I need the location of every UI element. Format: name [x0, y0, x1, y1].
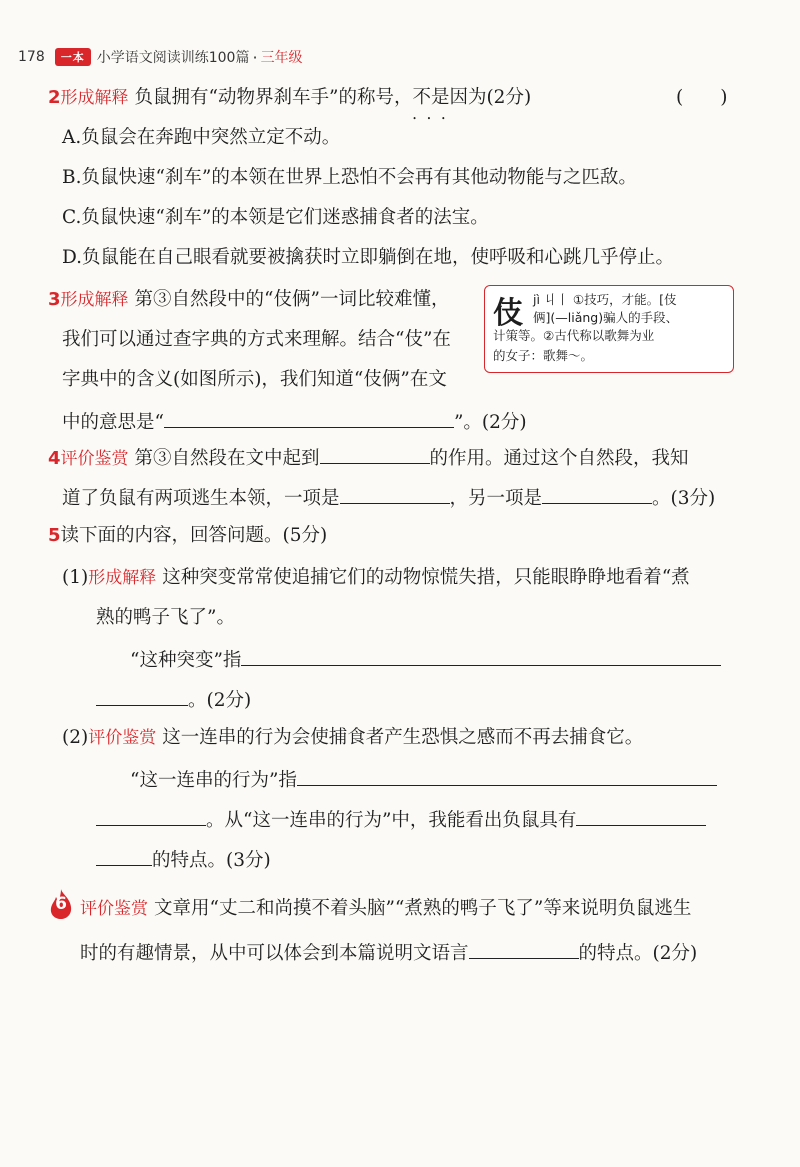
q4-line2: [62, 481, 715, 514]
q5-sub2-tail-line: [96, 843, 271, 876]
q6-line1: [80, 894, 691, 924]
dictionary-headword: 伎: [493, 296, 523, 331]
q5-sub1-line2: 熟的鸭子飞了”。: [96, 607, 235, 628]
q2-option-c[interactable]: C.负鼠快速“刹车”的本领是它们迷惑捕食者的法宝。: [62, 207, 489, 228]
q3-line3: 字典中的含义(如图所示)，我们知道“伎俩”在文: [62, 369, 447, 390]
q5-stem: [48, 521, 327, 551]
q5-sub2-tail: 的特点。(3分): [152, 850, 271, 871]
q5-sub1-text-a: 这种突变常常使追捕它们的动物惊慌失措，只能眼睁睁地看着“煮: [162, 567, 690, 588]
q2-option-d[interactable]: D.负鼠能在自己眼看就要被擒获时立即躺倒在地，使呼吸和心跳几乎停止。: [62, 247, 675, 268]
q6-text-2a: 时的有趣情景，从中可以体会到本篇说明文语言: [80, 943, 469, 964]
q5-sub2-mid: 。从“这一连串的行为”中，我能看出负鼠具有: [206, 810, 577, 831]
q3-text-4b: ”。(2分): [453, 412, 527, 433]
q5-sub1-tag: 形成解释: [88, 568, 157, 588]
q2-option-b[interactable]: B.负鼠快速“刹车”的本领在世界上恐怕不会再有其他动物能与之匹敌。: [62, 167, 637, 188]
q5-sub2-prompt: “这一连串的行为”指: [130, 770, 297, 791]
q3-answer-blank[interactable]: [164, 405, 454, 428]
q4-text-2b: ，另一项是: [449, 488, 543, 509]
q6-text-2b: 的特点。(2分): [578, 943, 698, 964]
q4-text-2a: 道了负鼠有两项逃生本领，一项是: [62, 488, 340, 509]
q5-sub2-label: (2): [62, 727, 89, 748]
q6-tag: 评价鉴赏: [80, 899, 148, 919]
q5-sub1-tail-line: [96, 683, 251, 716]
dictionary-line-4: 的女子：歌舞～。: [493, 348, 594, 363]
q5-sub2-blank-3[interactable]: [576, 803, 706, 826]
q2-tag: 形成解释: [60, 88, 129, 108]
q6-line2: [80, 936, 697, 969]
q3-number: 3: [48, 289, 61, 310]
q5-stem-text: 读下面的内容，回答问题。(5分): [60, 525, 328, 546]
q2-emphasis-text: 不是 • • •: [412, 83, 449, 113]
q4-blank-skill-1[interactable]: [340, 481, 450, 504]
q5-sub2-line1: [62, 723, 643, 753]
q3-line2: 我们可以通过查字典的方式来理解。结合“伎”在: [62, 329, 451, 350]
q4-blank-skill-2[interactable]: [542, 481, 652, 504]
q2-stem-text-b: 因为(2分): [449, 87, 532, 108]
q3-text-1: 第③自然段中的“伎俩”一词比较难懂，: [134, 289, 450, 310]
q3-text-4a: 中的意思是“: [62, 412, 164, 433]
grade-label: 三年级: [260, 50, 303, 66]
q4-text-1b: 的作用。通过这个自然段，我知: [429, 448, 689, 469]
q5-sub1-tail: 。(2分): [188, 690, 252, 711]
q3-line4: [62, 405, 527, 438]
q5-sub2-blank-1[interactable]: [297, 763, 717, 786]
q5-sub2-text: 这一连串的行为会使捕食者产生恐惧之感而不再去捕食它。: [162, 727, 644, 748]
q4-number: 4: [48, 448, 61, 469]
page-number: 178: [18, 49, 45, 65]
q6-answer-blank[interactable]: [469, 936, 579, 959]
q5-sub1-blank-2[interactable]: [96, 683, 188, 706]
q5-sub2-tag: 评价鉴赏: [88, 728, 157, 748]
q5-sub2-mid-line: [96, 803, 706, 836]
dictionary-entry-box: [484, 285, 734, 373]
title-separator: ·: [252, 47, 258, 67]
q2-number: 2: [48, 87, 61, 108]
dictionary-line-1: jì 丩丨 ①技巧，才能。[伎: [533, 292, 677, 307]
q4-blank-role[interactable]: [320, 441, 430, 464]
dictionary-line-2: 俩](—liǎng)骗人的手段、: [533, 310, 679, 325]
q4-text-1a: 第③自然段在文中起到: [134, 448, 320, 469]
q2-answer-paren[interactable]: ( ): [676, 87, 728, 108]
q2-option-a[interactable]: A.负鼠会在奔跑中突然立定不动。: [62, 127, 341, 148]
q6-text-1: 文章用“丈二和尚摸不着头脑”“煮熟的鸭子飞了”等来说明负鼠逃生: [154, 898, 692, 919]
q5-sub2-blank-4[interactable]: [96, 843, 152, 866]
q4-line1: [48, 441, 689, 474]
q5-sub1-blank-1[interactable]: [241, 643, 721, 666]
q5-sub1-prompt-line: [130, 643, 721, 676]
q5-sub2-blank-2[interactable]: [96, 803, 206, 826]
q3-line1: [48, 285, 449, 315]
q5-sub1-prompt: “这种突变”指: [130, 650, 242, 671]
q3-tag: 形成解释: [60, 290, 129, 310]
dictionary-line-3: 计策等。②古代称以歌舞为业: [493, 328, 655, 343]
q5-number: 5: [48, 525, 61, 546]
q4-text-2c: 。(3分): [652, 488, 716, 509]
q5-sub1-label: (1): [62, 567, 89, 588]
q6-number: 6: [55, 894, 67, 914]
q2-stem-text-a: 负鼠拥有“动物界刹车手”的称号，: [134, 87, 413, 108]
brand-logo: 一本: [55, 48, 91, 66]
q5-sub2-prompt-line: [130, 763, 717, 796]
page-header: [18, 44, 303, 70]
q4-tag: 评价鉴赏: [60, 449, 129, 469]
q2-stem: [48, 83, 531, 113]
q5-sub1-line1: [62, 563, 690, 593]
book-title: 小学语文阅读训练100篇: [96, 50, 250, 66]
flame-icon: [48, 888, 74, 918]
